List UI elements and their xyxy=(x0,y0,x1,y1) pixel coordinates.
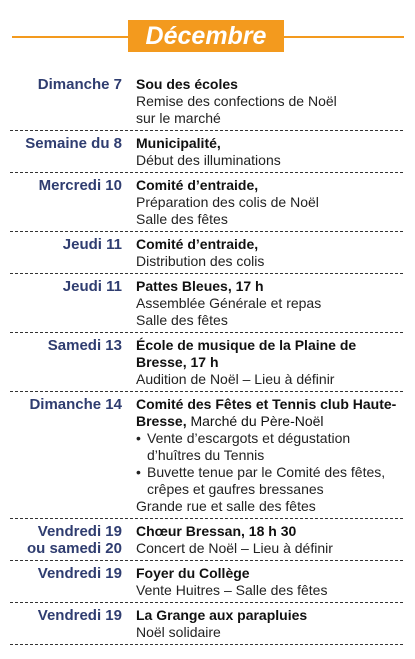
event-date-line: Vendredi 19 xyxy=(37,565,122,582)
event-title xyxy=(136,236,403,253)
event-details xyxy=(136,278,403,329)
event-detail-line: Grande rue et salle des fêtes xyxy=(136,498,316,514)
event-title xyxy=(136,337,403,371)
event-date-line: Dimanche 14 xyxy=(29,396,122,413)
event-item xyxy=(10,274,403,333)
event-detail-line: Assemblée Générale et repas xyxy=(136,295,322,311)
event-details xyxy=(136,236,403,270)
event-title-extra: Marché du Père-Noël xyxy=(186,413,324,429)
event-organizer: Foyer du Collège xyxy=(136,565,250,581)
event-detail-line: Distribution des colis xyxy=(136,253,265,269)
event-details xyxy=(136,135,403,169)
header-rule-right xyxy=(284,36,404,38)
event-date-line: Mercredi 10 xyxy=(38,177,122,194)
event-bullet-list xyxy=(136,430,403,498)
event-organizer: Comité des Fêtes et Tennis club Haute-Bresse, xyxy=(136,396,397,429)
event-details xyxy=(136,76,403,127)
event-date-line: Jeudi 11 xyxy=(62,278,122,295)
event-organizer: Comité d’entraide, xyxy=(136,236,259,252)
event-date xyxy=(10,565,136,599)
event-date-line: ou samedi 20 xyxy=(26,540,122,557)
event-date xyxy=(10,396,136,515)
event-date-line: Dimanche 7 xyxy=(37,76,122,93)
event-title xyxy=(136,565,403,582)
event-detail-line: Remise des confections de Noël xyxy=(136,93,337,109)
event-organizer: Sou des écoles xyxy=(136,76,238,92)
event-item xyxy=(10,392,403,519)
event-item xyxy=(10,561,403,603)
event-title xyxy=(136,607,403,624)
month-title: Décembre xyxy=(128,20,284,52)
event-organizer: Chœur Bressan, 18 h 30 xyxy=(136,523,297,539)
event-detail-line: Préparation des colis de Noël xyxy=(136,194,319,210)
event-bullet: • Buvette tenue par le Comité des fêtes, crêpes et gaufres bressanes xyxy=(136,464,403,498)
event-detail-line: Concert de Noël – Lieu à définir xyxy=(136,540,333,556)
events-list xyxy=(10,72,403,645)
month-header xyxy=(0,14,415,60)
event-date xyxy=(10,523,136,557)
event-date xyxy=(10,278,136,329)
event-detail-line: Vente Huitres – Salle des fêtes xyxy=(136,582,328,598)
event-item xyxy=(10,232,403,274)
event-title xyxy=(136,177,403,194)
event-date xyxy=(10,337,136,388)
event-item xyxy=(10,131,403,173)
event-date xyxy=(10,76,136,127)
event-organizer: Municipalité, xyxy=(136,135,221,151)
event-title xyxy=(136,135,403,152)
event-date-line: Semaine du 8 xyxy=(25,135,122,152)
event-title xyxy=(136,396,403,430)
event-bullet: • Vente d’escargots et dégustation d’huîtres du Tennis xyxy=(136,430,403,464)
event-item xyxy=(10,72,403,131)
event-date-line: Jeudi 11 xyxy=(62,236,122,253)
event-date xyxy=(10,236,136,270)
event-detail-line: Salle des fêtes xyxy=(136,211,228,227)
event-details xyxy=(136,523,403,557)
event-title xyxy=(136,278,403,295)
event-date-line: Vendredi 19 xyxy=(37,523,122,540)
event-detail-line: Noël solidaire xyxy=(136,624,221,640)
event-title xyxy=(136,523,403,540)
event-organizer: La Grange aux parapluies xyxy=(136,607,308,623)
event-title xyxy=(136,76,403,93)
event-details xyxy=(136,607,403,641)
event-detail-line: Salle des fêtes xyxy=(136,312,228,328)
event-item xyxy=(10,333,403,392)
event-date xyxy=(10,607,136,641)
event-organizer: Comité d’entraide, xyxy=(136,177,259,193)
event-detail-line: sur le marché xyxy=(136,110,221,126)
event-date xyxy=(10,135,136,169)
event-date xyxy=(10,177,136,228)
event-details xyxy=(136,565,403,599)
event-details xyxy=(136,337,403,388)
event-item xyxy=(10,603,403,645)
event-organizer: Pattes Bleues, 17 h xyxy=(136,278,264,294)
event-organizer: École de musique de la Plaine de Bresse, 17 h xyxy=(136,337,357,370)
event-item xyxy=(10,519,403,561)
event-details xyxy=(136,177,403,228)
event-detail-line: Début des illuminations xyxy=(136,152,281,168)
event-item xyxy=(10,173,403,232)
header-rule-left xyxy=(12,36,128,38)
event-date-line: Vendredi 19 xyxy=(37,607,122,624)
event-detail-line: Audition de Noël – Lieu à définir xyxy=(136,371,335,387)
event-date-line: Samedi 13 xyxy=(47,337,122,354)
event-details xyxy=(136,396,403,515)
